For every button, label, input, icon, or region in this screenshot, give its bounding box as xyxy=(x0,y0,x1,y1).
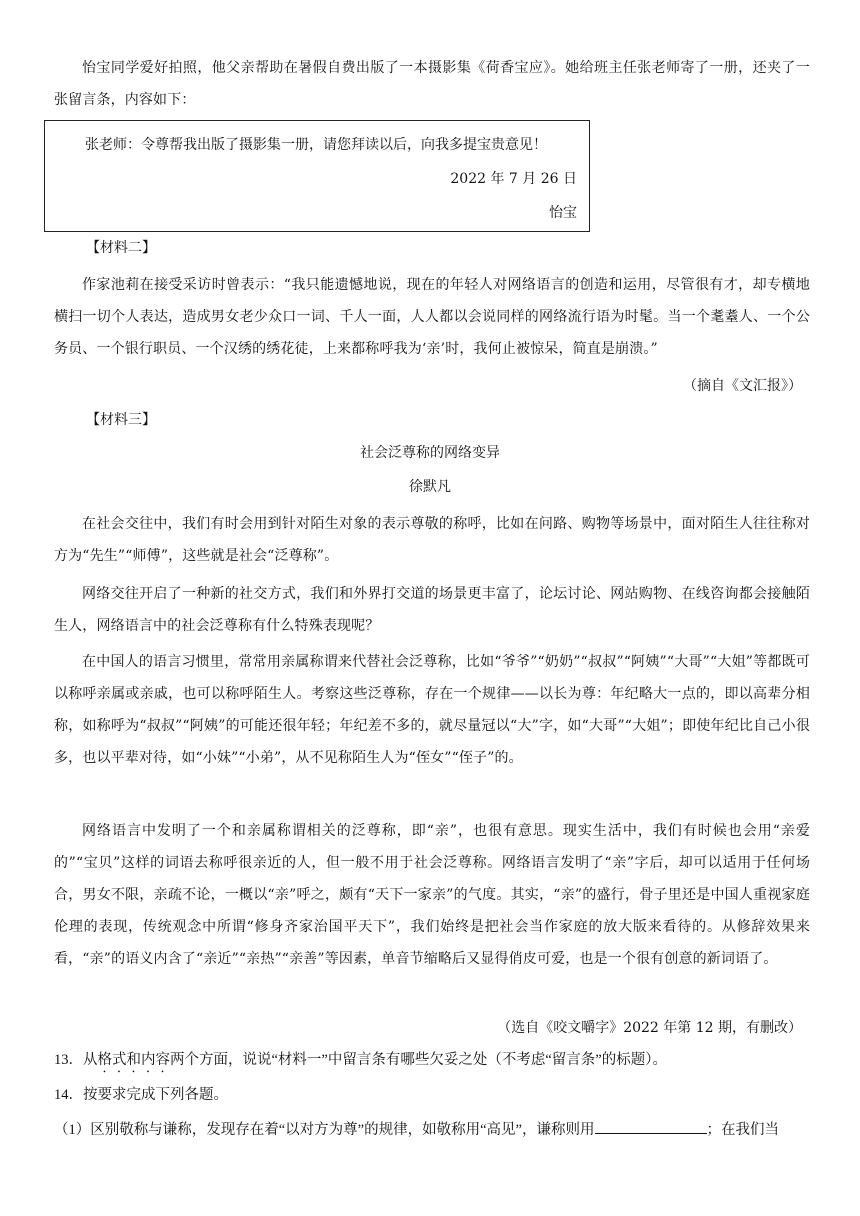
q14-1-prefix: （1）区别敬称与谦称，发现存在着“以对方为尊”的规律，如敬称用“高见”，谦称则用 xyxy=(54,1122,595,1138)
material2-heading: 【材料二】 xyxy=(86,240,156,256)
q13-suffix: 两个方面，说说“材料一”中留言条有哪些欠妥之处（不考虑“留言条”的标题）。 xyxy=(170,1052,667,1068)
article-paragraph: 在社会交往中，我们有时会用到针对陌生对象的表示尊敬的称呼，比如在问路、购物等场景中，面对陌生人往往称对方为“先生”“师傅”，这些就是社会“泛尊称”。 xyxy=(54,516,810,564)
question-14-1 xyxy=(54,1118,814,1142)
note-date: 2022 年 7 月 26 日 xyxy=(450,171,577,187)
article-paragraph: 在中国人的语言习惯里，常常用亲属称谓来代替社会泛尊称，比如“爷爷”“奶奶”“叔叔”“阿姨”“大哥”“大姐”等都既可以称呼亲属或亲戚，也可以称呼陌生人。考察这些泛尊称，存在一个规律——以长为尊：年纪略大一点的，即以高辈分相称，如称呼为“叔叔”“阿姨”的可能还很年轻；年纪差不多的，就尽量冠以“大”字，如“大哥”“大姐”；即使年纪比自己小很多，也以平辈对待，如“小妹”“小弟”，从不见称陌生人为“侄女”“侄子”的。 xyxy=(54,654,810,766)
q13-emphasis: 格式和内容 xyxy=(97,1052,170,1068)
message-note-box xyxy=(44,120,590,232)
article-paragraph: 网络交往开启了一种新的社交方式，我们和外界打交道的场景更丰富了，论坛讨论、网站购物、在线咨询都会接触陌生人，网络语言中的社会泛尊称有什么特殊表现呢？ xyxy=(54,586,810,634)
material2-paragraph: 作家池莉在接受采访时曾表示：“我只能遗憾地说，现在的年轻人对网络语言的创造和运用，尽管很有才，却专横地横扫一切个人表达，造成男女老少众口一词、千人一面，人人都以会说同样的网络流行语为时髦。当一个耄耋人、一个公务员、一个银行职员、一个汉绣的绣花徒，上来都称呼我为‘亲’时，我何止被惊呆，简直是崩溃。” xyxy=(54,277,810,357)
article-author: 徐默凡 xyxy=(409,479,451,495)
intro-paragraph: 怡宝同学爱好拍照，他父亲帮助在暑假自费出版了一本摄影集《荷香宝应》。她给班主任张老师寄了一册，还夹了一张留言条，内容如下： xyxy=(54,60,810,108)
question-14: 14．按要求完成下列各题。 xyxy=(54,1087,228,1103)
answer-blank[interactable] xyxy=(595,1119,707,1134)
article-title: 社会泛尊称的网络变异 xyxy=(360,445,500,461)
article-paragraph: 网络语言中发明了一个和亲属称谓相关的泛尊称，即“亲”，也很有意思。现实生活中，我们有时候也会用“亲爱的”“宝贝”这样的词语去称呼很亲近的人，但一般不用于社会泛尊称。网络语言发明了“亲”字后，却可以适用于任何场合，男女不限，亲疏不论，一概以“亲”呼之，颇有“天下一家亲”的气度。其实，“亲”的盛行，骨子里还是中国人重视家庭伦理的表现，传统观念中所谓“修身齐家治国平天下”，我们始终是把社会当作家庭的放大版来看待的。从修辞效果来看，“亲”的语义内含了“亲近”“亲热”“亲善”等因素，单音节缩略后又显得俏皮可爱，也是一个很有创意的新词语了。 xyxy=(54,823,810,967)
question-13 xyxy=(54,1048,814,1076)
q14-1-suffix: ；在我们当 xyxy=(706,1122,779,1138)
material3-heading: 【材料三】 xyxy=(86,412,156,428)
q13-prefix: 13．从 xyxy=(54,1052,98,1068)
material3-source: （选自《咬文嚼字》2022 年第 12 期，有删改） xyxy=(497,1020,802,1036)
note-signature: 怡宝 xyxy=(549,205,577,221)
note-body: 张老师：令尊帮我出版了摄影集一册，请您拜读以后，向我多提宝贵意见！ xyxy=(85,137,547,153)
material2-source: （摘自《文汇报》） xyxy=(683,378,802,394)
